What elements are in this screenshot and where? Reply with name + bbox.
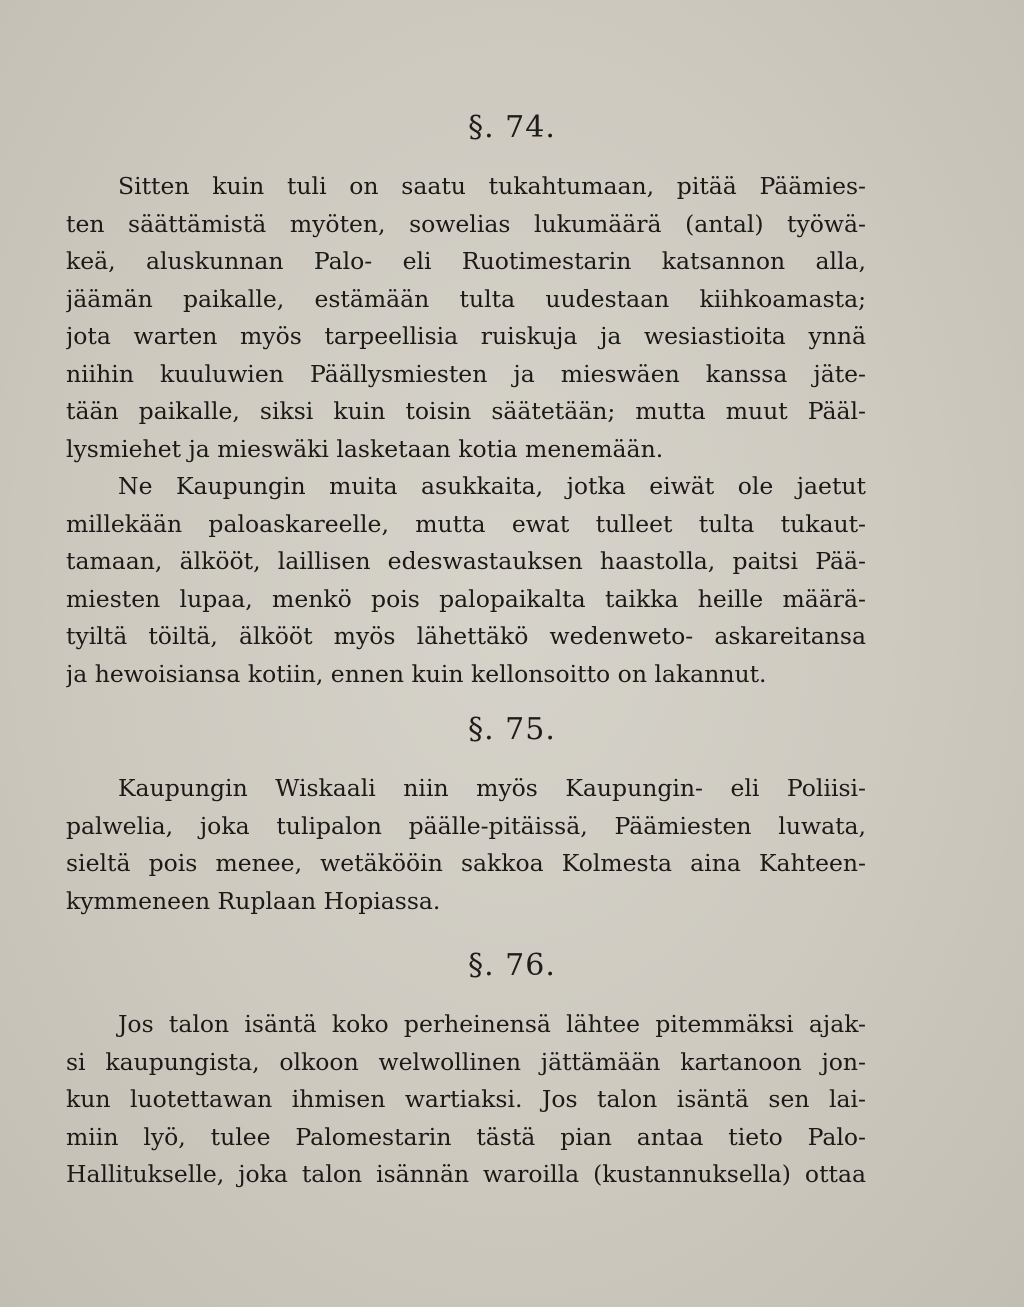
text-line: palwelia, joka tulipalon päälle-pitäissä, Päämiesten luwata, [66, 811, 866, 840]
text-line: lysmiehet ja mieswäki lasketaan kotia menemään. [66, 434, 664, 463]
text-line: Kaupungin Wiskaali niin myös Kaupungin- eli Poliisi- [118, 774, 866, 802]
text-line: Jos talon isäntä koko perheinensä lähtee pitemmäksi ajak- [118, 1010, 866, 1038]
section-heading-75: §. 75. [468, 712, 556, 747]
text-line: niihin kuuluwien Päällysmiesten ja mieswäen kanssa jäte- [66, 359, 866, 388]
text-line: kun luotettawan ihmisen wartiaksi. Jos talon isäntä sen lai- [66, 1085, 866, 1113]
text-line: si kaupungista, olkoon welwollinen jättämään kartanoon jon- [66, 1047, 866, 1076]
section-76-paragraph-1 [66, 1006, 866, 1194]
text-line: jäämän paikalle, estämään tulta uudestaan kiihkoamasta; [66, 284, 866, 313]
text-line: millekään paloaskareelle, mutta ewat tulleet tulta tukaut- [66, 509, 866, 538]
text-line: ja hewoisiansa kotiin, ennen kuin kellonsoitto on lakannut. [66, 659, 767, 688]
section-heading-76: §. 76. [468, 948, 556, 983]
section-74-paragraph-2 [66, 468, 866, 693]
text-line: Hallitukselle, joka talon isännän waroilla (kustannuksella) ottaa [66, 1160, 866, 1188]
section-75-paragraph-1 [66, 770, 866, 920]
text-line: Sitten kuin tuli on saatu tukahtumaan, pitää Päämies- [118, 172, 866, 200]
text-line: ten säättämistä myöten, sowelias lukumäärä (antal) työwä- [66, 209, 866, 238]
text-line: miesten lupaa, menkö pois palopaikalta taikka heille määrä- [66, 584, 866, 613]
text-line: keä, aluskunnan Palo- eli Ruotimestarin katsannon alla, [66, 247, 866, 275]
text-line: jota warten myös tarpeellisia ruiskuja ja wesiastioita ynnä [66, 322, 866, 350]
text-line: tään paikalle, siksi kuin toisin säätetään; mutta muut Pääl- [66, 397, 866, 425]
text-line: Ne Kaupungin muita asukkaita, jotka eiwät ole jaetut [118, 472, 866, 500]
text-line: sieltä pois menee, wetäkööin sakkoa Kolmesta aina Kahteen- [66, 849, 866, 877]
section-74-paragraph-1 [66, 168, 866, 468]
text-line: tamaan, älkööt, laillisen edeswastauksen haastolla, paitsi Pää- [66, 547, 866, 575]
text-line: kymmeneen Ruplaan Hopiassa. [66, 886, 441, 915]
text-line: tyiltä töiltä, älkööt myös lähettäkö wedenweto- askareitansa [66, 622, 866, 650]
section-heading-74: §. 74. [468, 110, 556, 145]
text-line: miin lyö, tulee Palomestarin tästä pian antaa tieto Palo- [66, 1122, 866, 1151]
